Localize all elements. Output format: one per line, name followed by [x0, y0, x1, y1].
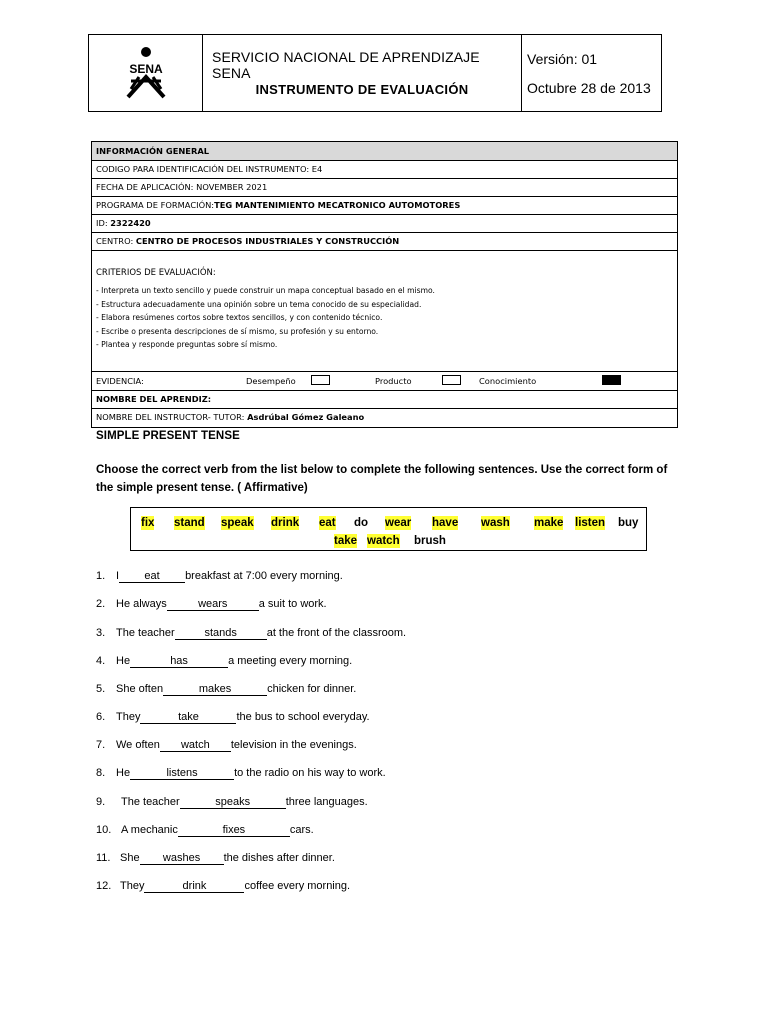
- sentence-before: I: [116, 570, 120, 582]
- center-row: [92, 233, 677, 251]
- sentence-number: 6.: [96, 711, 106, 723]
- sentence-number: 8.: [96, 767, 106, 779]
- sentence-item: [96, 570, 343, 583]
- answer-blank[interactable]: take: [140, 711, 236, 724]
- id-value: 2322420: [110, 218, 151, 228]
- word-bank-item: eat: [319, 517, 336, 529]
- apprentice-name-row: NOMBRE DEL APRENDIZ:: [92, 391, 677, 409]
- criteria-title: CRITERIOS DE EVALUACIÓN:: [96, 268, 216, 278]
- criteria-item: - Plantea y responde preguntas sobre sí mismo.: [96, 340, 278, 349]
- sentence-after: a meeting every morning.: [228, 655, 353, 667]
- document-header: [88, 34, 662, 112]
- word-bank: [130, 507, 647, 551]
- sentence-number: 9.: [96, 796, 106, 808]
- instructor-value: Asdrúbal Gómez Galeano: [247, 412, 365, 422]
- answer-blank[interactable]: wears: [167, 598, 259, 611]
- sentence-number: 5.: [96, 683, 106, 695]
- sentence-before: He always: [116, 598, 167, 610]
- sentence-item: [96, 655, 352, 668]
- sentence-before: The teacher: [121, 796, 180, 808]
- word-bank-item: take: [334, 535, 358, 547]
- sentence-before: They: [116, 711, 141, 723]
- sentence-number: 10.: [96, 824, 112, 836]
- sentence-number: 12.: [96, 880, 112, 892]
- sena-logo: [117, 45, 175, 108]
- word-bank-item: brush: [414, 535, 446, 547]
- sentence-number: 4.: [96, 655, 106, 667]
- logo-cell: [89, 35, 203, 111]
- version-date: Octubre 28 de 2013: [527, 80, 651, 96]
- sentence-number: 2.: [96, 598, 106, 610]
- sentence-after: breakfast at 7:00 every morning.: [185, 570, 343, 582]
- sentence-before: She often: [116, 683, 164, 695]
- application-date: FECHA DE APLICACIÓN: NOVEMBER 2021: [92, 179, 677, 197]
- instrument-code: CODIGO PARA IDENTIFICACIÓN DEL INSTRUMENTO: E4: [92, 161, 677, 179]
- answer-blank[interactable]: washes: [140, 852, 224, 865]
- sentence-after: three languages.: [285, 796, 368, 808]
- answer-blank[interactable]: drink: [144, 880, 244, 893]
- exercise-instructions: Choose the correct verb from the list below to complete the following sentences. Use the correct form of the simple present tense. ( Affirmative): [96, 464, 668, 494]
- id-row: [92, 215, 677, 233]
- word-bank-item: stand: [174, 517, 205, 529]
- answer-blank[interactable]: listens: [130, 767, 234, 780]
- section-title: SIMPLE PRESENT TENSE: [96, 430, 240, 442]
- criteria-item: - Escribe o presenta descripciones de sí mismo, su profesión y su entorno.: [96, 326, 379, 336]
- general-info-table: [91, 141, 678, 428]
- sentence-item: [96, 880, 350, 893]
- sentence-number: 1.: [96, 570, 106, 582]
- training-program-row: [92, 197, 677, 215]
- word-bank-item: listen: [575, 517, 606, 529]
- sentence-item: [96, 711, 370, 724]
- instructor-row: [92, 409, 677, 427]
- answer-blank[interactable]: speaks: [180, 796, 286, 809]
- criteria-item: - Elabora resúmenes cortos sobre textos sencillos, y con contenido técnico.: [96, 313, 383, 322]
- word-bank-item: make: [534, 517, 564, 529]
- word-bank-item: watch: [367, 535, 400, 547]
- answer-blank[interactable]: makes: [163, 683, 267, 696]
- sentence-before: We often: [116, 739, 160, 751]
- institution-name: SERVICIO NACIONAL DE APRENDIZAJE SENA: [212, 49, 480, 81]
- center-value: CENTRO DE PROCESOS INDUSTRIALES Y CONSTRUCCIÓN: [135, 236, 400, 246]
- id-label: ID:: [96, 218, 111, 228]
- sentence-after: television in the evenings.: [230, 739, 357, 751]
- knowledge-checkbox[interactable]: [602, 375, 621, 385]
- evidence-knowledge-label: Conocimiento: [479, 376, 537, 386]
- sentence-after: at the front of the classroom.: [266, 627, 407, 639]
- word-bank-item: have: [432, 517, 459, 529]
- word-bank-item: drink: [271, 517, 300, 529]
- word-bank-item: speak: [221, 517, 254, 529]
- sentence-item: [96, 683, 356, 696]
- sentence-item: [96, 796, 368, 809]
- version-cell: [522, 35, 661, 111]
- criteria-item: - Estructura adecuadamente una opinión sobre un tema conocido de su especialidad.: [96, 299, 422, 309]
- instructor-label: NOMBRE DEL INSTRUCTOR- TUTOR:: [96, 412, 248, 422]
- sentence-before: He: [116, 655, 131, 667]
- sentence-after: chicken for dinner.: [267, 683, 357, 695]
- sentence-after: cars.: [289, 824, 314, 836]
- sentence-after: to the radio on his way to work.: [234, 767, 386, 779]
- sentence-before: He: [116, 767, 131, 779]
- evidence-row: [92, 372, 677, 391]
- sentence-before: They: [120, 880, 145, 892]
- answer-blank[interactable]: eat: [119, 570, 185, 583]
- sentence-before: A mechanic: [121, 824, 178, 836]
- version-text: Versión: 01: [527, 51, 598, 67]
- sentence-item: [96, 767, 386, 780]
- sentence-number: 7.: [96, 739, 106, 751]
- sentence-item: [96, 739, 357, 752]
- program-label: PROGRAMA DE FORMACIÓN:: [96, 200, 215, 210]
- sentence-before: The teacher: [116, 627, 175, 639]
- sentence-item: [96, 824, 314, 837]
- title-cell: [203, 35, 522, 111]
- product-checkbox[interactable]: [442, 375, 461, 385]
- info-heading: INFORMACIÓN GENERAL: [92, 142, 677, 161]
- sentence-after: the bus to school everyday.: [236, 711, 370, 723]
- sentence-after: the dishes after dinner.: [223, 852, 335, 864]
- answer-blank[interactable]: watch: [160, 739, 231, 752]
- word-bank-item: wear: [385, 517, 412, 529]
- sentence-after: a suit to work.: [258, 598, 327, 610]
- criteria-item: - Interpreta un texto sencillo y puede construir un mapa conceptual basado en el mismo.: [96, 286, 435, 295]
- sentence-item: [96, 852, 335, 865]
- performance-checkbox[interactable]: [311, 375, 330, 385]
- sentence-number: 3.: [96, 627, 106, 639]
- answer-blank[interactable]: fixes: [178, 824, 290, 837]
- center-label: CENTRO:: [96, 236, 136, 246]
- sentence-item: [96, 627, 406, 640]
- word-bank-item: wash: [481, 517, 510, 529]
- logo-text: SENA: [129, 62, 163, 76]
- word-bank-item: fix: [141, 517, 155, 529]
- document-title: INSTRUMENTO DE EVALUACIÓN: [255, 82, 469, 97]
- word-bank-item: do: [354, 517, 369, 529]
- sentence-after: coffee every morning.: [244, 880, 351, 892]
- evidence-label: EVIDENCIA:: [96, 376, 144, 386]
- answer-blank[interactable]: stands: [175, 627, 267, 640]
- program-value: TEG MANTENIMIENTO MECATRONICO AUTOMOTORES: [214, 200, 461, 210]
- answer-blank[interactable]: has: [130, 655, 228, 668]
- evaluation-criteria: [92, 251, 677, 372]
- word-bank-item: buy: [618, 517, 639, 529]
- sentence-before: She: [120, 852, 140, 864]
- evidence-product-label: Producto: [375, 376, 412, 386]
- sentence-item: [96, 598, 327, 611]
- evidence-performance-label: Desempeño: [246, 376, 296, 386]
- sentence-number: 11.: [96, 852, 111, 864]
